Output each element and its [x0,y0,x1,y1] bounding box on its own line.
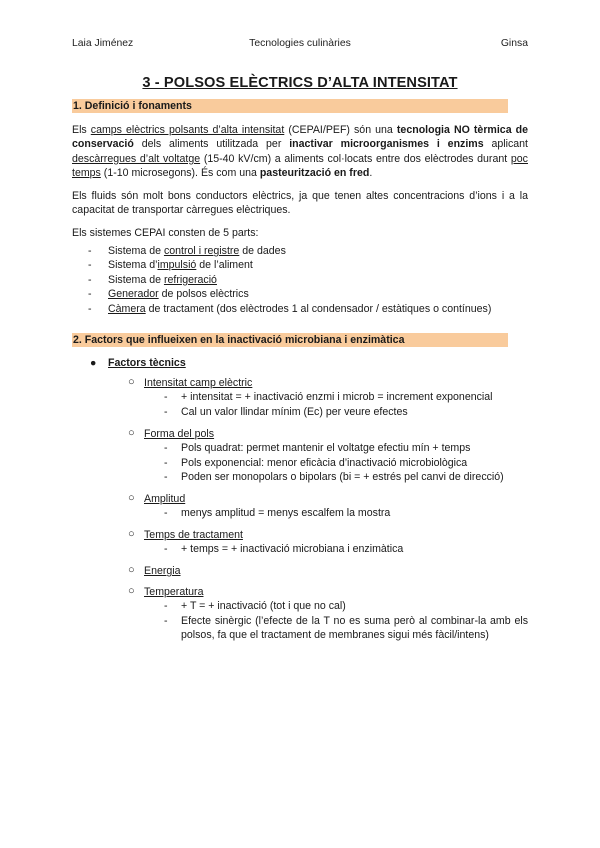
list-item: - Cal un valor llindar mínim (Ec) per veure efectes [164,405,528,419]
conductivity-paragraph: Els fluids són molt bons conductors elèctrics, ja que tenen altes concentracions d’ions i a la capacitat de transportar càrregues elèctriques. [72,190,528,217]
circle-bullet: ○ [128,528,135,540]
list-item: - Sistema d’impulsió de l’aliment [88,258,528,272]
list-item: - + T = + inactivació (tot i que no cal) [164,599,528,613]
list-item: - Poden ser monopolars o bipolars (bi = + estrés pel canvi de direcció) [164,470,528,484]
list-item: - Càmera de tractament (dos elèctrodes 1 al condensador / estàtiques o contínues) [88,302,528,316]
list-item: - Pols quadrat: permet mantenir el voltatge efectiu mín + temps [164,441,528,455]
list-item: - + temps = + inactivació microbiana i enzimàtica [164,542,528,556]
bullet-label: Factors tècnics [108,357,186,369]
list-item: - Generador de polsos elèctrics [88,287,528,301]
circle-bullet: ○ [128,585,135,597]
section-heading-factors: 2. Factors que influeixen en la inactivació microbiana i enzimàtica [72,333,508,347]
section-heading-definition: 1. Definició i fonaments [72,99,508,113]
list-item: - + intensitat = + inactivació enzmi i microb = increment exponencial [164,390,528,404]
factor-treatment-time [128,528,528,557]
factor-amplitude [128,492,528,521]
list-item: - Sistema de control i registre de dades [88,244,528,258]
factor-energy [128,564,528,578]
document-title: 3 - POLSOS ELÈCTRICS D’ALTA INTENSITAT [142,75,458,91]
header-company: Ginsa [500,38,528,49]
circle-bullet: ○ [128,492,135,504]
parts-intro: Els sistemes CEPAI consten de 5 parts: [72,227,259,239]
page-header [72,38,528,52]
factor-pulse-shape [128,427,528,485]
bullet-dot: ● [90,357,97,369]
list-item: - Pols exponencial: menor eficàcia d’inactivació microbiològica [164,456,528,470]
factor-name: Forma del pols [144,428,215,440]
list-item: - menys amplitud = menys escalfem la mostra [164,506,528,520]
factor-name: Intensitat camp elèctric [144,377,253,389]
bullet-technical-factors [88,356,186,370]
factor-name: Temperatura [144,586,204,598]
factor-name: Energia [144,565,181,577]
circle-bullet: ○ [128,427,135,439]
definition-paragraph: Els camps elèctrics polsants d’alta intensitat (CEPAI/PEF) són una tecnologia NO tèrmica de conservació dels aliments utilitzada per inactivar microorganismes i enzims aplicant descàrregues d’alt voltatge (15-40 kV/cm) a aliments col·locats entre dos elèctrodes durant poc temps (1-10 microsegons). És com una pasteurització en fred. [72,124,529,180]
factor-electric-field [128,376,528,419]
factor-name: Amplitud [144,493,186,505]
circle-bullet: ○ [128,376,135,388]
list-item: - Sistema de refrigeració [88,273,528,287]
factor-temperature [128,585,528,643]
header-subject: Tecnologies culinàries [249,38,351,49]
parts-list [88,244,528,316]
list-item: - Efecte sinèrgic (l’efecte de la T no es suma però al combinar-la amb els polsos, fa que el tractament de membranes sigui més fàcil/intens) [164,614,528,643]
factor-name: Temps de tractament [144,529,243,541]
header-author: Laia Jiménez [72,38,134,49]
circle-bullet: ○ [128,564,135,576]
